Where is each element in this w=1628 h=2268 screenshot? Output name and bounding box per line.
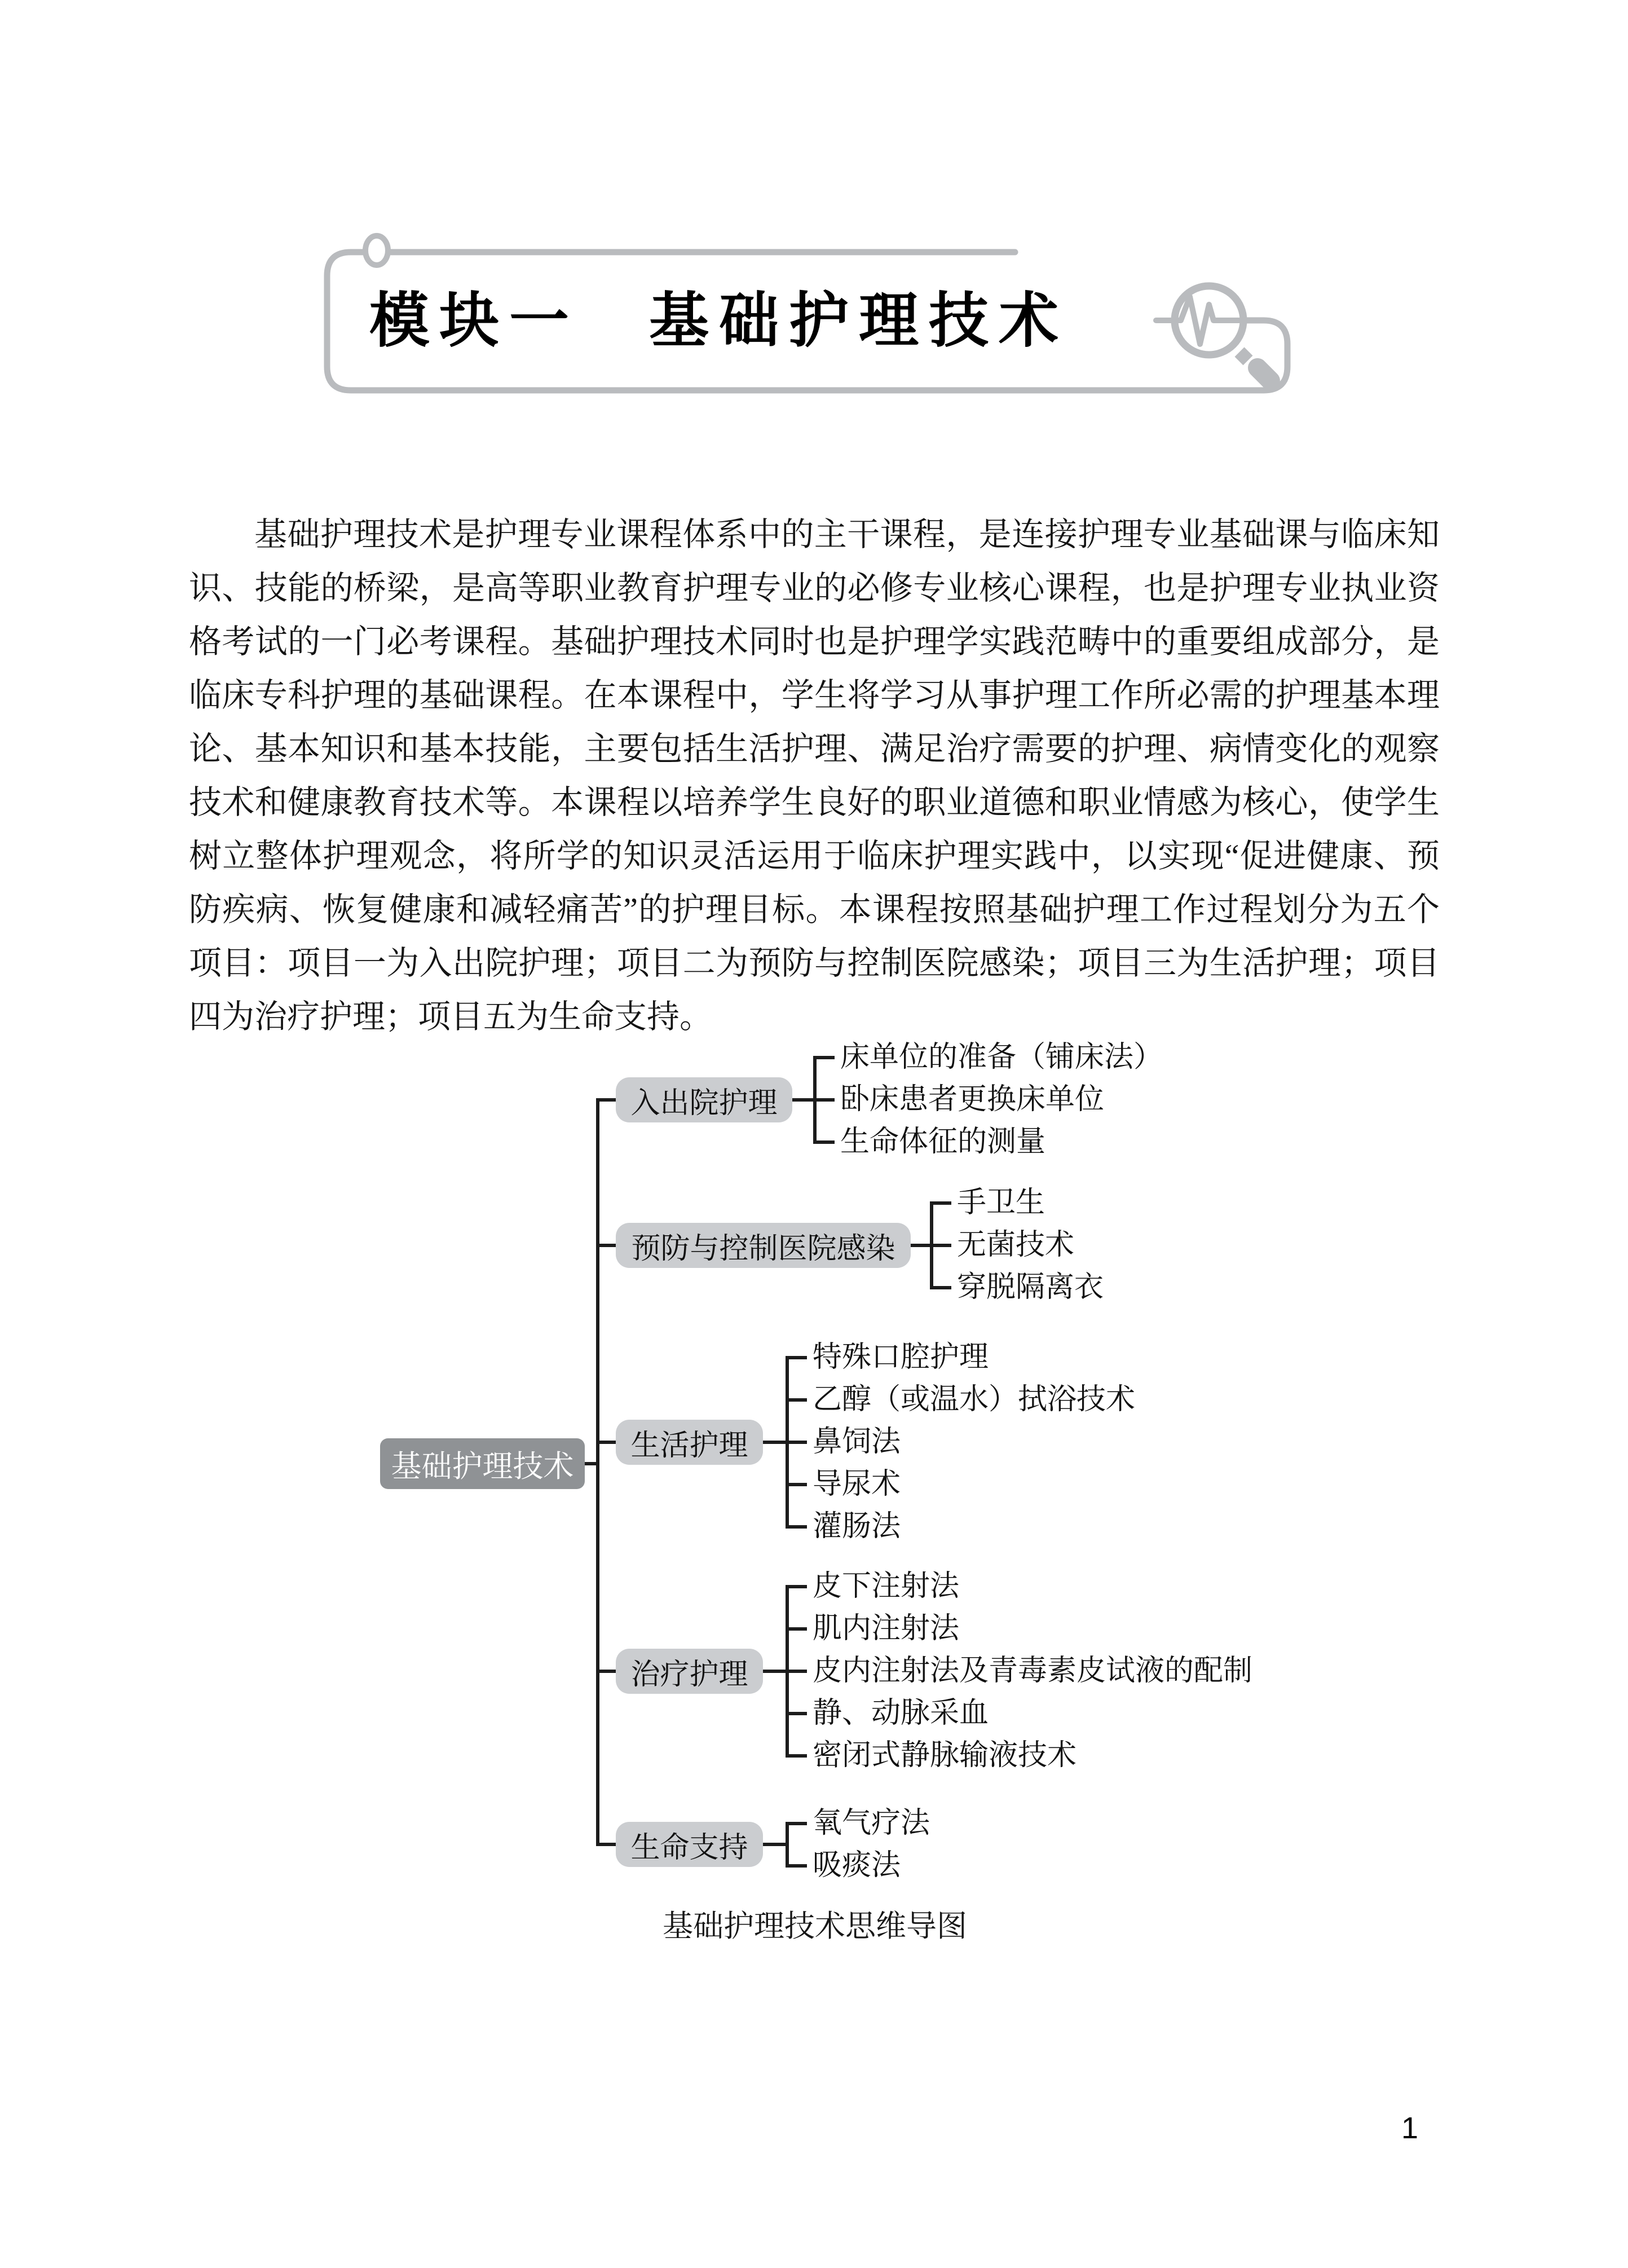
leaf-label: 乙醇（或温水）拭浴技术 bbox=[813, 1384, 1136, 1416]
leaf-label: 鼻饲法 bbox=[813, 1426, 901, 1458]
leaf-label: 床单位的准备（铺床法） bbox=[840, 1041, 1163, 1073]
leaf-tick bbox=[786, 1670, 807, 1673]
leaf-tick bbox=[786, 1864, 807, 1868]
branch-node-5: 生命支持 bbox=[616, 1822, 763, 1867]
leaf-label: 氧气疗法 bbox=[813, 1807, 930, 1839]
leaf-tick bbox=[786, 1356, 807, 1359]
leaf-tick bbox=[786, 1712, 807, 1715]
branch-leafline-connector bbox=[763, 1441, 787, 1444]
leaf-tick bbox=[813, 1056, 835, 1059]
branch-node-4: 治疗护理 bbox=[616, 1649, 763, 1694]
leaf-tick bbox=[786, 1585, 807, 1588]
leaf-label: 导尿术 bbox=[813, 1468, 901, 1500]
branch-leafline-connector bbox=[763, 1843, 787, 1846]
branch-node-2: 预防与控制医院感染 bbox=[616, 1223, 911, 1268]
leaf-label: 手卫生 bbox=[957, 1187, 1045, 1219]
leaf-tick bbox=[786, 1398, 807, 1402]
leaf-label: 灌肠法 bbox=[813, 1510, 901, 1543]
intro-paragraph: 基础护理技术是护理专业课程体系中的主干课程，是连接护理专业基础课与临床知识、技能的桥梁，是高等职业教育护理专业的必修专业核心课程，也是护理专业执业资格考试的一门必考课程。基础护理技术同时也是护理学实践范畴中的重要组成部分，是临床专科护理的基础课程。在本课程中，学生将学习从事护理工作所必需的护理基本理论、基本知识和基本技能，主要包括生活护理、满足治疗需要的护理、病情变化的观察技术和健康教育技术等。本课程以培养学生良好的职业道德和职业情感为核心，使学生树立整体护理观念，将所学的知识灵活运用于临床护理实践中，以实现“促进健康、预防疾病、恢复健康和减轻痛苦”的护理目标。本课程按照基础护理工作过程划分为五个项目：项目一为入出院护理；项目二为预防与控制医院感染；项目三为生活护理；项目四为治疗护理；项目五为生命支持。 bbox=[189, 516, 1440, 1035]
leaf-tick bbox=[930, 1201, 951, 1205]
branch-connector bbox=[596, 1670, 617, 1673]
mindmap-root-node: 基础护理技术 bbox=[380, 1438, 585, 1489]
branch-node-3: 生活护理 bbox=[616, 1420, 763, 1465]
leaf-label: 穿脱隔离衣 bbox=[957, 1271, 1104, 1303]
leaf-label: 吸痰法 bbox=[813, 1849, 901, 1882]
leaf-label: 皮内注射法及青毒素皮试液的配制 bbox=[813, 1655, 1253, 1687]
leaf-label: 卧床患者更换床单位 bbox=[840, 1084, 1105, 1116]
module-title: 模块一 基础护理技术 bbox=[369, 288, 1069, 354]
leaf-label: 皮下注射法 bbox=[813, 1570, 960, 1602]
leaf-tick bbox=[813, 1140, 835, 1144]
leaf-label: 生命体征的测量 bbox=[840, 1126, 1046, 1158]
leaf-tick bbox=[786, 1441, 807, 1444]
branch-leafline-connector bbox=[792, 1098, 815, 1102]
branch-connector bbox=[596, 1441, 617, 1444]
leaf-tick bbox=[786, 1822, 807, 1825]
leaf-label: 静、动脉采血 bbox=[813, 1697, 989, 1729]
page-number: 1 bbox=[1401, 2111, 1419, 2145]
leaf-label: 肌内注射法 bbox=[813, 1613, 960, 1645]
leaf-tick bbox=[786, 1483, 807, 1486]
leaf-line bbox=[786, 1822, 789, 1868]
leaf-tick bbox=[813, 1098, 835, 1102]
branch-connector bbox=[596, 1098, 617, 1102]
leaf-label: 特殊口腔护理 bbox=[813, 1341, 989, 1373]
branch-node-1: 入出院护理 bbox=[616, 1077, 792, 1122]
leaf-tick bbox=[930, 1244, 951, 1247]
leaf-tick bbox=[786, 1525, 807, 1529]
leaf-tick bbox=[930, 1286, 951, 1289]
mindmap-caption: 基础护理技术思维导图 bbox=[663, 1909, 967, 1943]
branch-connector bbox=[596, 1843, 617, 1846]
leaf-label: 无菌技术 bbox=[957, 1229, 1075, 1261]
leaf-tick bbox=[786, 1627, 807, 1631]
leaf-tick bbox=[786, 1754, 807, 1758]
branch-leafline-connector bbox=[763, 1670, 787, 1673]
leaf-label: 密闭式静脉输液技术 bbox=[813, 1739, 1077, 1772]
mindmap-spine bbox=[596, 1098, 599, 1846]
branch-connector bbox=[596, 1244, 617, 1247]
